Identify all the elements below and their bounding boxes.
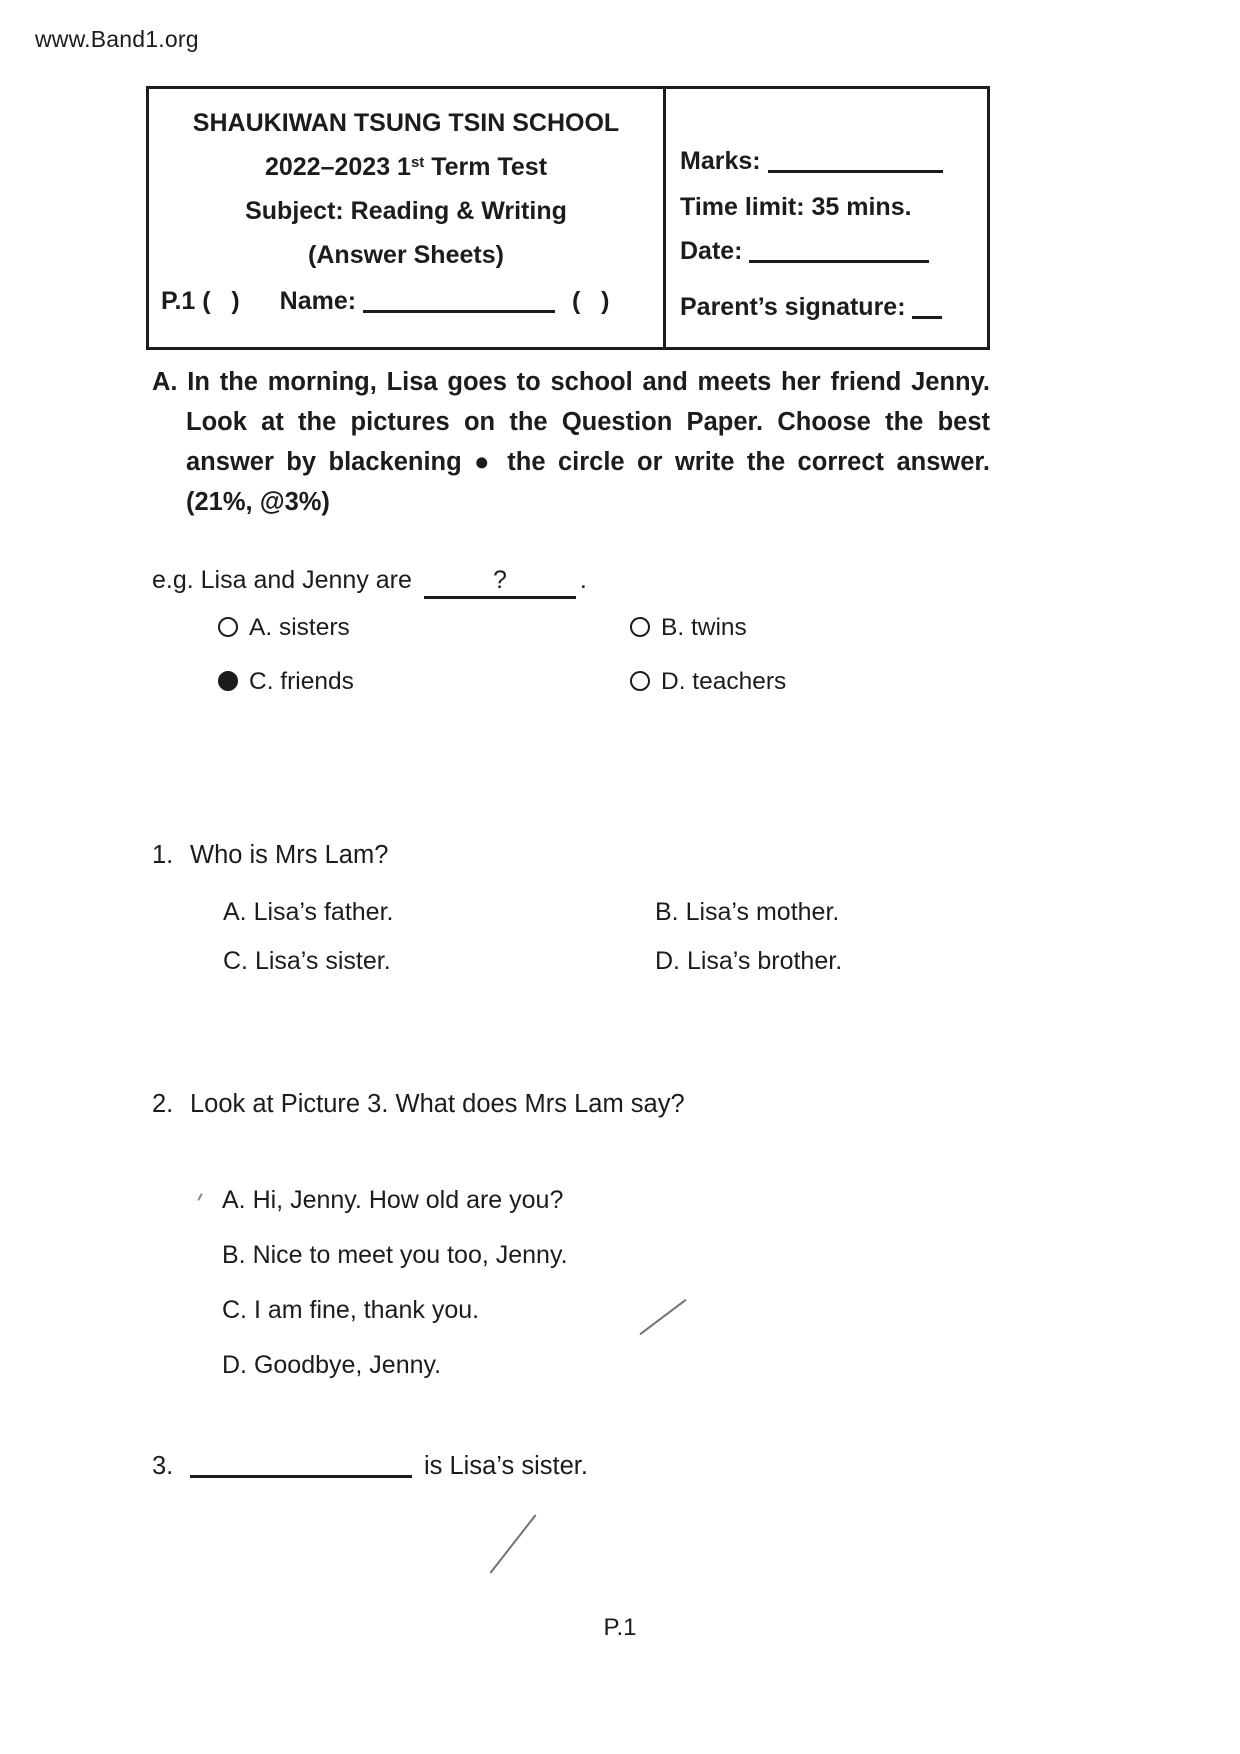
header-right-panel — [666, 89, 987, 347]
q2-option-b: B. Nice to meet you too, Jenny. — [222, 1241, 568, 1269]
q1-option-c: C. Lisa’s sister. — [223, 947, 391, 975]
instruction-line-2: Look at the pictures on the Question Paper. Choose the best — [186, 408, 990, 436]
section-a-instructions — [152, 362, 990, 522]
signature-row — [680, 293, 942, 322]
question-1 — [152, 841, 388, 870]
example-answer-blank: ? — [424, 566, 576, 599]
name-label: Name: — [279, 287, 357, 315]
time-limit-row: Time limit: 35 mins. — [680, 193, 912, 221]
date-row — [680, 237, 929, 266]
date-label: Date: — [680, 237, 743, 265]
question-3-number: 3. — [152, 1452, 174, 1480]
question-1-options — [223, 898, 990, 976]
signature-blank-field — [912, 316, 942, 319]
option-circle-c-blackened — [218, 671, 238, 691]
question-2 — [152, 1090, 685, 1119]
example-question — [152, 566, 587, 599]
example-option-b — [630, 614, 990, 642]
q2-option-c: C. I am fine, thank you. — [222, 1296, 480, 1324]
q1-option-d: D. Lisa’s brother. — [655, 947, 843, 975]
header-box — [146, 86, 990, 350]
option-circle-a — [218, 617, 238, 637]
question-1-number: 1. — [152, 841, 174, 869]
header-left-panel — [149, 89, 666, 347]
example-options — [218, 614, 990, 696]
pencil-mark — [639, 1299, 687, 1336]
example-question-text: e.g. Lisa and Jenny are — [152, 566, 412, 594]
name-blank-field — [363, 310, 555, 313]
class-label: P.1 ( ) — [161, 287, 240, 315]
instruction-line-3: answer by blackening ● the circle or write the correct answer. — [186, 448, 990, 476]
q2-option-a: A. Hi, Jenny. How old are you? — [222, 1186, 564, 1214]
instruction-line-1: A. In the morning, Lisa goes to school and meets her friend Jenny. — [152, 368, 990, 396]
pencil-mark — [489, 1514, 536, 1574]
q1-option-a: A. Lisa’s father. — [223, 898, 394, 926]
question-3-answer-blank — [190, 1475, 412, 1478]
option-circle-d — [630, 671, 650, 691]
example-option-c — [218, 668, 630, 696]
marks-row — [680, 147, 943, 176]
term-suffix: Term Test — [424, 153, 548, 181]
date-blank-field — [749, 260, 929, 263]
signature-label: Parent’s signature: — [680, 293, 906, 321]
question-3 — [152, 1452, 588, 1481]
marks-blank-field — [768, 170, 943, 173]
option-label: C. friends — [249, 668, 354, 695]
q2-option-d: D. Goodbye, Jenny. — [222, 1351, 442, 1379]
sheet-type-line: (Answer Sheets) — [308, 241, 504, 269]
class-number-brackets: ( ) — [571, 287, 610, 315]
pencil-mark — [197, 1193, 203, 1201]
name-row — [149, 287, 675, 316]
option-label: D. teachers — [661, 668, 787, 695]
page-number: P.1 — [603, 1614, 637, 1641]
site-watermark: www.Band1.org — [35, 26, 199, 52]
question-3-text: is Lisa’s sister. — [424, 1452, 588, 1480]
instruction-line-4-marks-scheme: (21%, @3%) — [186, 488, 330, 516]
example-question-period: . — [579, 566, 587, 594]
school-name: SHAUKIWAN TSUNG TSIN SCHOOL — [192, 109, 620, 137]
question-1-text: Who is Mrs Lam? — [190, 841, 389, 869]
question-2-text: Look at Picture 3. What does Mrs Lam say? — [190, 1090, 685, 1118]
term-prefix: 2022–2023 1 — [264, 153, 411, 181]
option-label: B. twins — [661, 614, 747, 641]
marks-label: Marks: — [680, 147, 761, 175]
term-ordinal-suffix: st — [410, 154, 425, 171]
q1-option-b: B. Lisa’s mother. — [655, 898, 840, 926]
option-circle-b — [630, 617, 650, 637]
term-test-title — [149, 153, 663, 182]
example-option-a — [218, 614, 630, 642]
subject-line: Subject: Reading & Writing — [245, 197, 567, 225]
example-option-d — [630, 668, 990, 696]
option-label: A. sisters — [249, 614, 350, 641]
question-2-number: 2. — [152, 1090, 174, 1118]
